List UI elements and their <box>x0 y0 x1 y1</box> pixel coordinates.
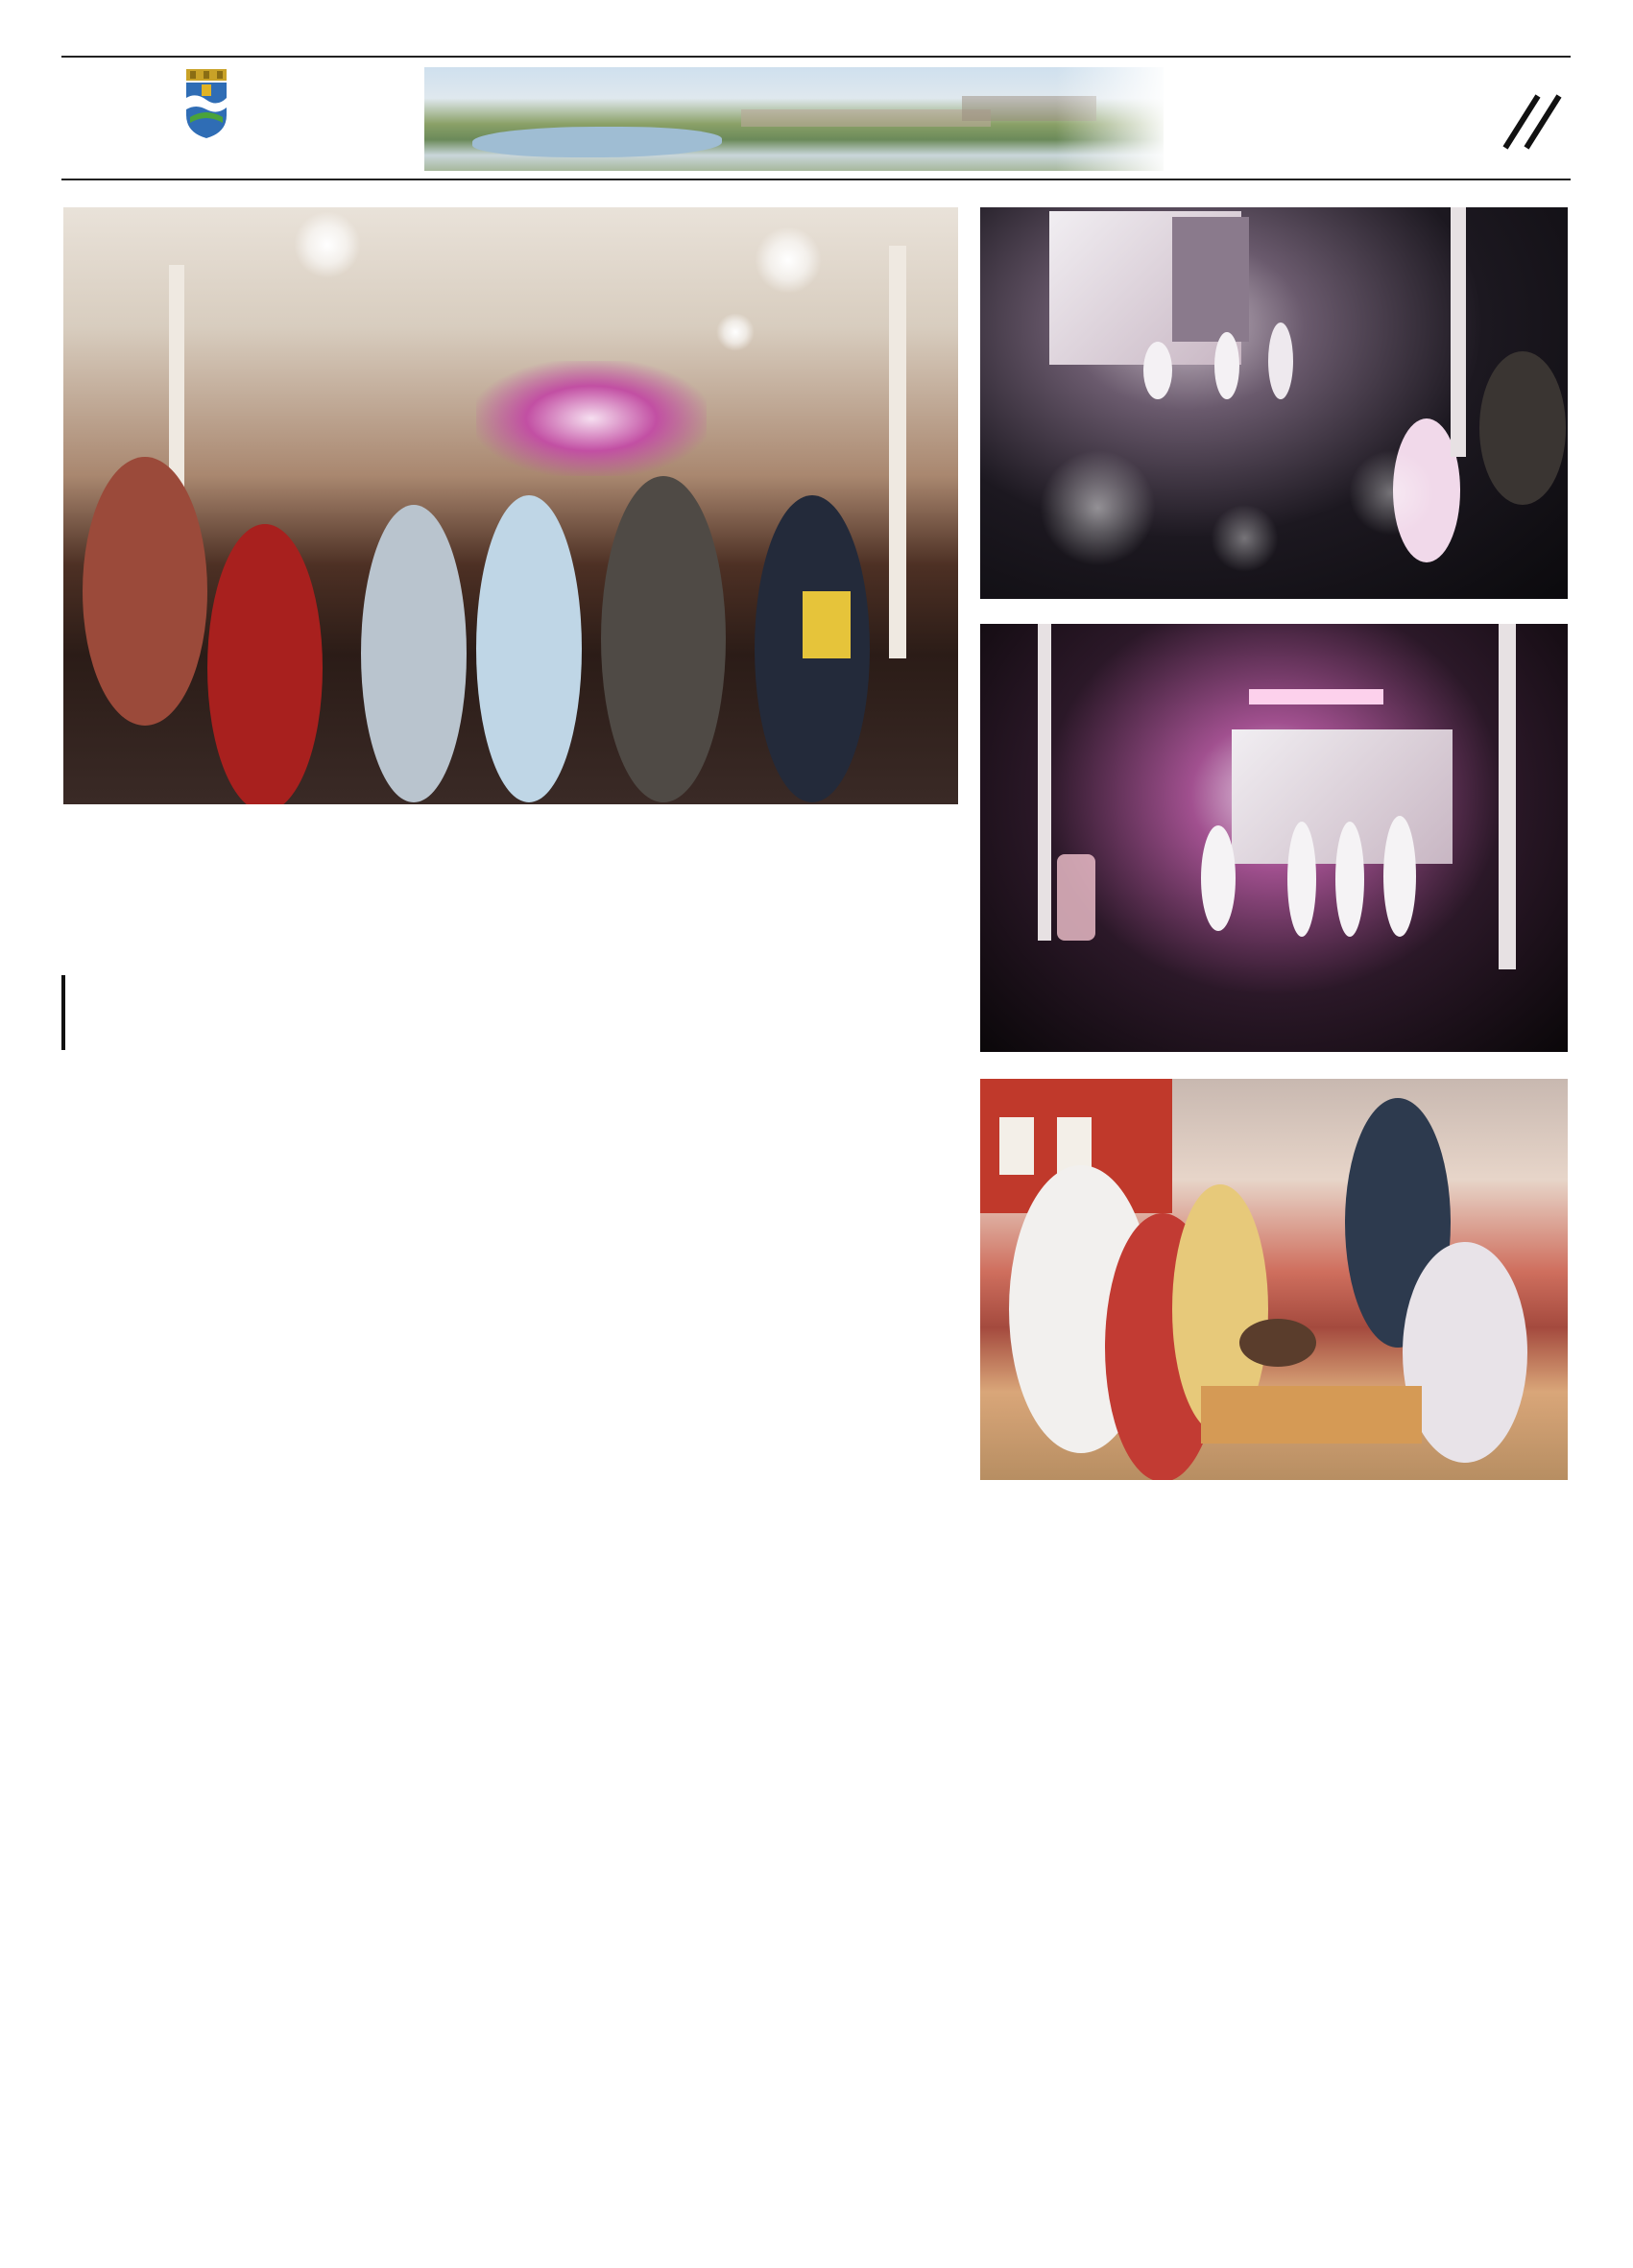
top-rule <box>61 56 1571 58</box>
masthead-bottom-rule <box>61 179 1571 180</box>
masthead-landscape-photo <box>424 67 1164 171</box>
photo-fair-hall <box>63 207 958 804</box>
photo-vocal-performance <box>980 624 1568 1052</box>
photo-children-fashion-show <box>980 207 1568 599</box>
article-column-1 <box>63 974 346 997</box>
double-slash-icon <box>1500 92 1565 150</box>
coat-of-arms-icon <box>184 69 228 138</box>
banner-fade <box>1056 67 1171 171</box>
photo-children-master-class <box>980 1079 1568 1480</box>
